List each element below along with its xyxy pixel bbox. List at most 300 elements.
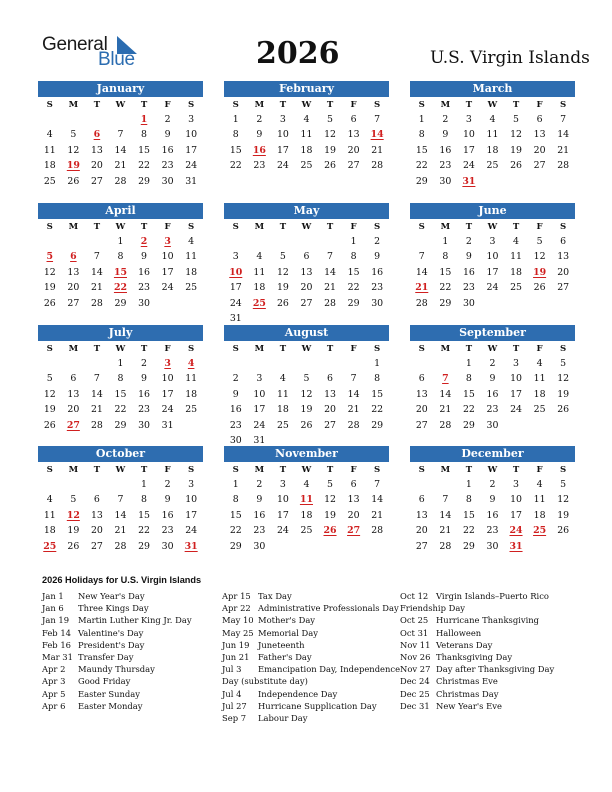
day-cell: 29 bbox=[462, 419, 475, 431]
day-cell: 31 bbox=[253, 434, 266, 446]
weekday-label: T bbox=[93, 344, 101, 354]
day-cell: 23 bbox=[439, 160, 452, 172]
month-october bbox=[38, 446, 203, 554]
empty-cell bbox=[224, 356, 248, 371]
day-cell: 11 bbox=[43, 144, 56, 156]
day-cell: 24 bbox=[161, 404, 174, 416]
day-cell: 15 bbox=[462, 388, 475, 400]
day-cell: 14 bbox=[439, 509, 452, 521]
day-cell: 28 bbox=[415, 297, 428, 309]
weekday-label: T bbox=[140, 222, 148, 232]
weekday-label: M bbox=[68, 222, 79, 232]
weekday-label: W bbox=[301, 465, 312, 475]
day-cell: 30 bbox=[439, 175, 452, 187]
day-cell: 20 bbox=[90, 160, 103, 172]
month-september bbox=[410, 325, 575, 433]
day-cell: 17 bbox=[253, 404, 266, 416]
month-august bbox=[224, 325, 389, 448]
day-cell: 21 bbox=[324, 282, 336, 294]
month-header: January bbox=[38, 81, 203, 97]
day-cell: 30 bbox=[486, 419, 499, 431]
holiday-name: Father's Day bbox=[258, 651, 312, 662]
day-cell: 27 bbox=[90, 175, 103, 187]
weekday-label: S bbox=[232, 100, 239, 110]
day-cell: 9 bbox=[164, 494, 171, 506]
day-cell: 12 bbox=[300, 388, 313, 400]
holiday-date: Jun 21 bbox=[222, 651, 250, 662]
day-cell: 21 bbox=[347, 404, 360, 416]
day-cell: 16 bbox=[439, 144, 452, 156]
day-cell: 10 bbox=[161, 373, 174, 385]
day-cell: 2 bbox=[141, 358, 148, 369]
day-cell: 17 bbox=[510, 388, 522, 400]
day-cell: 24 bbox=[276, 525, 289, 537]
day-cell: 13 bbox=[90, 509, 103, 521]
weekday-label: S bbox=[46, 344, 53, 354]
holiday-day-cell: 5 bbox=[46, 251, 54, 263]
holiday-name: Emancipation Day, Independence bbox=[258, 664, 401, 675]
empty-cell bbox=[85, 234, 109, 249]
day-cell: 20 bbox=[347, 144, 360, 156]
day-cell: 9 bbox=[141, 251, 148, 263]
day-cell: 28 bbox=[90, 297, 103, 309]
day-cell: 29 bbox=[229, 540, 242, 552]
day-cell: 26 bbox=[276, 297, 289, 309]
day-cell: 28 bbox=[439, 419, 452, 431]
day-cell: 4 bbox=[489, 114, 496, 125]
day-cell: 11 bbox=[510, 251, 522, 263]
day-cell: 22 bbox=[347, 282, 360, 294]
day-cell: 17 bbox=[276, 509, 289, 521]
empty-cell bbox=[295, 356, 319, 371]
day-cell: 7 bbox=[350, 373, 357, 385]
day-cell: 1 bbox=[117, 236, 124, 247]
holiday-name: Christmas Day bbox=[436, 688, 499, 699]
holiday-name: Tax Day bbox=[258, 591, 292, 601]
weekday-label: T bbox=[326, 344, 334, 354]
day-cell: 6 bbox=[93, 494, 100, 506]
day-cell: 23 bbox=[138, 282, 150, 294]
day-cell: 27 bbox=[300, 297, 313, 309]
day-cell: 19 bbox=[510, 144, 522, 156]
day-cell: 13 bbox=[90, 144, 103, 156]
day-cell: 26 bbox=[300, 419, 313, 431]
day-cell: 10 bbox=[510, 494, 522, 506]
day-cell: 8 bbox=[442, 251, 449, 263]
day-cell: 15 bbox=[229, 144, 242, 156]
day-cell: 16 bbox=[462, 266, 475, 278]
day-cell: 11 bbox=[185, 373, 198, 385]
day-cell: 18 bbox=[185, 388, 198, 400]
day-cell: 28 bbox=[114, 540, 127, 552]
weekday-label: T bbox=[279, 100, 287, 110]
day-cell: 10 bbox=[462, 129, 475, 141]
holiday-date: May 10 bbox=[222, 615, 254, 626]
day-cell: 11 bbox=[486, 129, 499, 141]
weekday-label: W bbox=[115, 100, 126, 110]
day-cell: 11 bbox=[533, 373, 546, 385]
day-cell: 7 bbox=[117, 494, 124, 506]
day-cell: 31 bbox=[161, 419, 174, 431]
day-cell: 15 bbox=[138, 144, 150, 156]
day-cell: 25 bbox=[533, 404, 546, 416]
day-cell: 13 bbox=[67, 266, 80, 278]
day-cell: 6 bbox=[536, 114, 543, 125]
day-cell: 26 bbox=[67, 175, 80, 187]
day-cell: 7 bbox=[374, 114, 381, 125]
day-cell: 21 bbox=[90, 282, 103, 294]
holiday-name: Memorial Day bbox=[258, 627, 318, 638]
holiday-name: Administrative Professionals Day bbox=[258, 603, 399, 614]
day-cell: 11 bbox=[43, 509, 56, 521]
holiday-name: Three Kings Day bbox=[78, 603, 149, 614]
day-cell: 22 bbox=[229, 525, 242, 537]
day-cell: 15 bbox=[114, 388, 127, 400]
weekday-label: M bbox=[254, 465, 265, 475]
day-cell: 20 bbox=[324, 404, 336, 416]
day-cell: 30 bbox=[462, 297, 475, 309]
day-cell: 6 bbox=[350, 479, 357, 490]
weekday-label: F bbox=[536, 100, 543, 110]
day-cell: 19 bbox=[276, 282, 289, 294]
weekday-label: M bbox=[440, 100, 451, 110]
day-cell: 3 bbox=[513, 479, 520, 490]
day-cell: 4 bbox=[513, 236, 520, 247]
day-cell: 29 bbox=[138, 540, 150, 552]
day-cell: 3 bbox=[465, 114, 472, 125]
day-cell: 29 bbox=[347, 297, 360, 309]
weekday-label: M bbox=[68, 465, 79, 475]
month-march bbox=[410, 81, 575, 189]
weekday-label: M bbox=[254, 344, 265, 354]
day-cell: 9 bbox=[232, 388, 239, 400]
holiday-date: Jun 19 bbox=[222, 639, 250, 650]
day-cell: 10 bbox=[253, 388, 266, 400]
day-cell: 7 bbox=[327, 251, 334, 263]
day-cell: 24 bbox=[185, 525, 198, 537]
day-cell: 15 bbox=[439, 266, 452, 278]
day-cell: 5 bbox=[70, 494, 77, 506]
month-july bbox=[38, 325, 203, 433]
day-cell: 26 bbox=[557, 525, 570, 537]
day-cell: 13 bbox=[533, 129, 546, 141]
holiday-name: Martin Luther King Jr. Day bbox=[78, 615, 192, 626]
day-cell: 10 bbox=[486, 251, 499, 263]
holiday-name: Halloween bbox=[436, 627, 482, 638]
day-cell: 27 bbox=[67, 297, 80, 309]
day-cell: 18 bbox=[510, 266, 522, 278]
day-cell: 19 bbox=[324, 509, 336, 521]
day-cell: 21 bbox=[90, 404, 103, 416]
day-cell: 25 bbox=[510, 282, 522, 294]
day-cell: 24 bbox=[462, 160, 475, 172]
weekday-label: S bbox=[188, 100, 195, 110]
month-may bbox=[224, 203, 389, 326]
weekday-label: S bbox=[188, 344, 195, 354]
day-cell: 5 bbox=[536, 236, 543, 247]
weekday-label: T bbox=[465, 344, 473, 354]
day-cell: 5 bbox=[560, 479, 567, 490]
day-cell: 20 bbox=[347, 509, 360, 521]
weekday-label: T bbox=[140, 100, 148, 110]
day-cell: 25 bbox=[486, 160, 499, 172]
day-cell: 13 bbox=[415, 388, 428, 400]
holiday-date: Apr 5 bbox=[42, 688, 66, 699]
weekday-label: T bbox=[279, 222, 287, 232]
weekday-label: M bbox=[440, 222, 451, 232]
day-cell: 9 bbox=[141, 373, 148, 385]
day-cell: 26 bbox=[43, 419, 56, 431]
day-cell: 14 bbox=[324, 266, 336, 278]
weekday-label: S bbox=[418, 465, 425, 475]
holiday-day-cell: 2 bbox=[140, 236, 148, 247]
day-cell: 8 bbox=[117, 373, 124, 385]
day-cell: 16 bbox=[138, 388, 150, 400]
day-cell: 14 bbox=[415, 266, 428, 278]
day-cell: 17 bbox=[276, 144, 289, 156]
day-cell: 4 bbox=[188, 236, 195, 247]
day-cell: 3 bbox=[256, 373, 263, 385]
weekday-label: T bbox=[326, 465, 334, 475]
day-cell: 3 bbox=[188, 479, 195, 490]
day-cell: 16 bbox=[371, 266, 384, 278]
day-cell: 16 bbox=[229, 404, 242, 416]
weekday-label: T bbox=[279, 344, 287, 354]
day-cell: 15 bbox=[347, 266, 360, 278]
holiday-name: Hurricane Thanksgiving bbox=[436, 615, 540, 626]
holiday-name: Valentine's Day bbox=[78, 627, 144, 638]
empty-cell bbox=[271, 356, 295, 371]
holiday-day-cell: 15 bbox=[113, 266, 127, 278]
day-cell: 20 bbox=[300, 282, 313, 294]
day-cell: 10 bbox=[185, 129, 198, 141]
day-cell: 8 bbox=[141, 494, 148, 506]
day-cell: 20 bbox=[90, 525, 103, 537]
weekday-label: W bbox=[301, 222, 312, 232]
day-cell: 1 bbox=[232, 479, 239, 490]
day-cell: 16 bbox=[138, 266, 150, 278]
day-cell: 12 bbox=[43, 266, 56, 278]
day-cell: 1 bbox=[232, 114, 239, 125]
day-cell: 12 bbox=[557, 373, 570, 385]
day-cell: 23 bbox=[161, 525, 174, 537]
day-cell: 25 bbox=[185, 282, 198, 294]
day-cell: 4 bbox=[536, 358, 543, 369]
empty-cell bbox=[248, 234, 272, 249]
day-cell: 29 bbox=[114, 419, 127, 431]
weekday-label: F bbox=[164, 222, 171, 232]
day-cell: 5 bbox=[70, 129, 77, 141]
weekday-label: M bbox=[440, 344, 451, 354]
day-cell: 13 bbox=[415, 509, 428, 521]
holiday-name: Mother's Day bbox=[258, 615, 316, 626]
day-cell: 3 bbox=[513, 358, 520, 369]
day-cell: 28 bbox=[371, 525, 384, 537]
day-cell: 23 bbox=[371, 282, 384, 294]
day-cell: 9 bbox=[256, 129, 263, 141]
empty-cell bbox=[271, 234, 295, 249]
day-cell: 28 bbox=[114, 175, 127, 187]
empty-cell bbox=[434, 477, 458, 492]
holiday-day-cell: 27 bbox=[66, 419, 80, 431]
weekday-label: S bbox=[560, 344, 567, 354]
day-cell: 24 bbox=[253, 419, 266, 431]
weekday-label: S bbox=[232, 465, 239, 475]
day-cell: 24 bbox=[229, 297, 242, 309]
holiday-date: Dec 25 bbox=[400, 688, 430, 699]
day-cell: 12 bbox=[324, 494, 336, 506]
day-cell: 26 bbox=[324, 160, 336, 172]
day-cell: 3 bbox=[188, 114, 195, 125]
logo-blue-text: Blue bbox=[98, 49, 135, 70]
holiday-day-cell: 12 bbox=[66, 509, 80, 521]
day-cell: 23 bbox=[486, 404, 499, 416]
empty-cell bbox=[38, 112, 62, 127]
weekday-label: F bbox=[350, 465, 357, 475]
day-cell: 7 bbox=[117, 129, 124, 141]
weekday-label: S bbox=[418, 222, 425, 232]
weekday-label: T bbox=[512, 465, 520, 475]
day-cell: 18 bbox=[300, 144, 313, 156]
month-december bbox=[410, 446, 575, 554]
day-cell: 19 bbox=[324, 144, 336, 156]
day-cell: 23 bbox=[229, 419, 242, 431]
day-cell: 16 bbox=[161, 509, 174, 521]
day-cell: 4 bbox=[303, 479, 310, 490]
day-cell: 21 bbox=[557, 144, 570, 156]
weekday-label: S bbox=[46, 222, 53, 232]
day-cell: 1 bbox=[442, 236, 449, 247]
day-cell: 23 bbox=[253, 525, 266, 537]
empty-cell bbox=[224, 234, 248, 249]
holiday-date: Dec 24 bbox=[400, 676, 430, 687]
day-cell: 18 bbox=[185, 266, 198, 278]
day-cell: 21 bbox=[114, 525, 127, 537]
day-cell: 10 bbox=[276, 129, 289, 141]
holiday-name: Thanksgiving Day bbox=[436, 651, 513, 662]
day-cell: 22 bbox=[415, 160, 428, 172]
month-header: March bbox=[410, 81, 575, 97]
logo-general-text: General bbox=[42, 34, 108, 55]
weekday-label: T bbox=[93, 222, 101, 232]
holiday-day-cell: 19 bbox=[66, 160, 80, 172]
day-cell: 25 bbox=[300, 525, 313, 537]
day-cell: 3 bbox=[279, 114, 286, 125]
weekday-label: M bbox=[254, 222, 265, 232]
day-cell: 20 bbox=[557, 266, 570, 278]
day-cell: 29 bbox=[415, 175, 428, 187]
day-cell: 8 bbox=[350, 251, 357, 263]
day-cell: 13 bbox=[347, 494, 360, 506]
day-cell: 30 bbox=[253, 540, 266, 552]
day-cell: 12 bbox=[324, 129, 336, 141]
empty-cell bbox=[38, 477, 62, 492]
day-cell: 2 bbox=[465, 236, 472, 247]
day-cell: 27 bbox=[90, 540, 103, 552]
day-cell: 5 bbox=[279, 251, 286, 263]
holiday-date: Jan 6 bbox=[42, 603, 64, 614]
month-header: June bbox=[410, 203, 575, 219]
day-cell: 18 bbox=[533, 509, 546, 521]
holiday-name: Day (substitute day) bbox=[222, 676, 308, 687]
holiday-day-cell: 25 bbox=[43, 540, 57, 552]
empty-cell bbox=[342, 356, 366, 371]
day-cell: 22 bbox=[462, 404, 475, 416]
holiday-date: Jan 1 bbox=[42, 591, 64, 601]
holiday-day-cell: 7 bbox=[442, 373, 449, 385]
day-cell: 17 bbox=[185, 144, 198, 156]
day-cell: 17 bbox=[486, 266, 499, 278]
weekday-label: T bbox=[512, 344, 520, 354]
holiday-date: Feb 16 bbox=[42, 639, 71, 650]
empty-cell bbox=[318, 356, 342, 371]
day-cell: 22 bbox=[229, 160, 242, 172]
day-cell: 8 bbox=[141, 129, 148, 141]
day-cell: 23 bbox=[161, 160, 174, 172]
day-cell: 7 bbox=[93, 373, 100, 385]
day-cell: 19 bbox=[557, 388, 570, 400]
day-cell: 12 bbox=[276, 266, 289, 278]
holiday-day-cell: 27 bbox=[347, 525, 361, 537]
day-cell: 22 bbox=[371, 404, 384, 416]
day-cell: 8 bbox=[418, 129, 425, 141]
weekday-label: W bbox=[487, 222, 498, 232]
day-cell: 12 bbox=[557, 494, 570, 506]
day-cell: 14 bbox=[347, 388, 360, 400]
day-cell: 13 bbox=[67, 388, 80, 400]
day-cell: 12 bbox=[43, 388, 56, 400]
holiday-date: Sep 7 bbox=[222, 712, 247, 723]
day-cell: 12 bbox=[510, 129, 522, 141]
day-cell: 26 bbox=[43, 297, 56, 309]
day-cell: 7 bbox=[560, 114, 567, 125]
day-cell: 9 bbox=[442, 129, 449, 141]
weekday-label: S bbox=[418, 344, 425, 354]
weekday-label: W bbox=[487, 100, 498, 110]
day-cell: 28 bbox=[557, 160, 570, 172]
day-cell: 31 bbox=[185, 175, 198, 187]
day-cell: 15 bbox=[462, 509, 475, 521]
day-cell: 22 bbox=[138, 160, 150, 172]
holiday-name: Juneteenth bbox=[258, 639, 305, 650]
day-cell: 25 bbox=[300, 160, 313, 172]
day-cell: 10 bbox=[185, 494, 198, 506]
day-cell: 16 bbox=[486, 509, 499, 521]
month-february bbox=[224, 81, 389, 174]
day-cell: 7 bbox=[418, 251, 425, 263]
holiday-day-cell: 1 bbox=[140, 114, 148, 125]
day-cell: 14 bbox=[557, 129, 570, 141]
weekday-label: S bbox=[188, 222, 195, 232]
day-cell: 27 bbox=[557, 282, 570, 294]
day-cell: 9 bbox=[489, 373, 496, 385]
month-header: February bbox=[224, 81, 389, 97]
day-cell: 3 bbox=[489, 236, 496, 247]
day-cell: 18 bbox=[43, 525, 56, 537]
holiday-day-cell: 19 bbox=[533, 266, 547, 278]
day-cell: 18 bbox=[276, 404, 289, 416]
holiday-date: Mar 31 bbox=[42, 651, 73, 662]
day-cell: 30 bbox=[161, 175, 174, 187]
holiday-date: Dec 31 bbox=[400, 700, 430, 711]
holiday-date: Feb 14 bbox=[42, 627, 71, 638]
day-cell: 22 bbox=[114, 404, 127, 416]
day-cell: 8 bbox=[117, 251, 124, 263]
holiday-date: Apr 22 bbox=[222, 603, 251, 614]
weekday-label: T bbox=[512, 100, 520, 110]
day-cell: 10 bbox=[161, 251, 174, 263]
weekday-label: T bbox=[512, 222, 520, 232]
